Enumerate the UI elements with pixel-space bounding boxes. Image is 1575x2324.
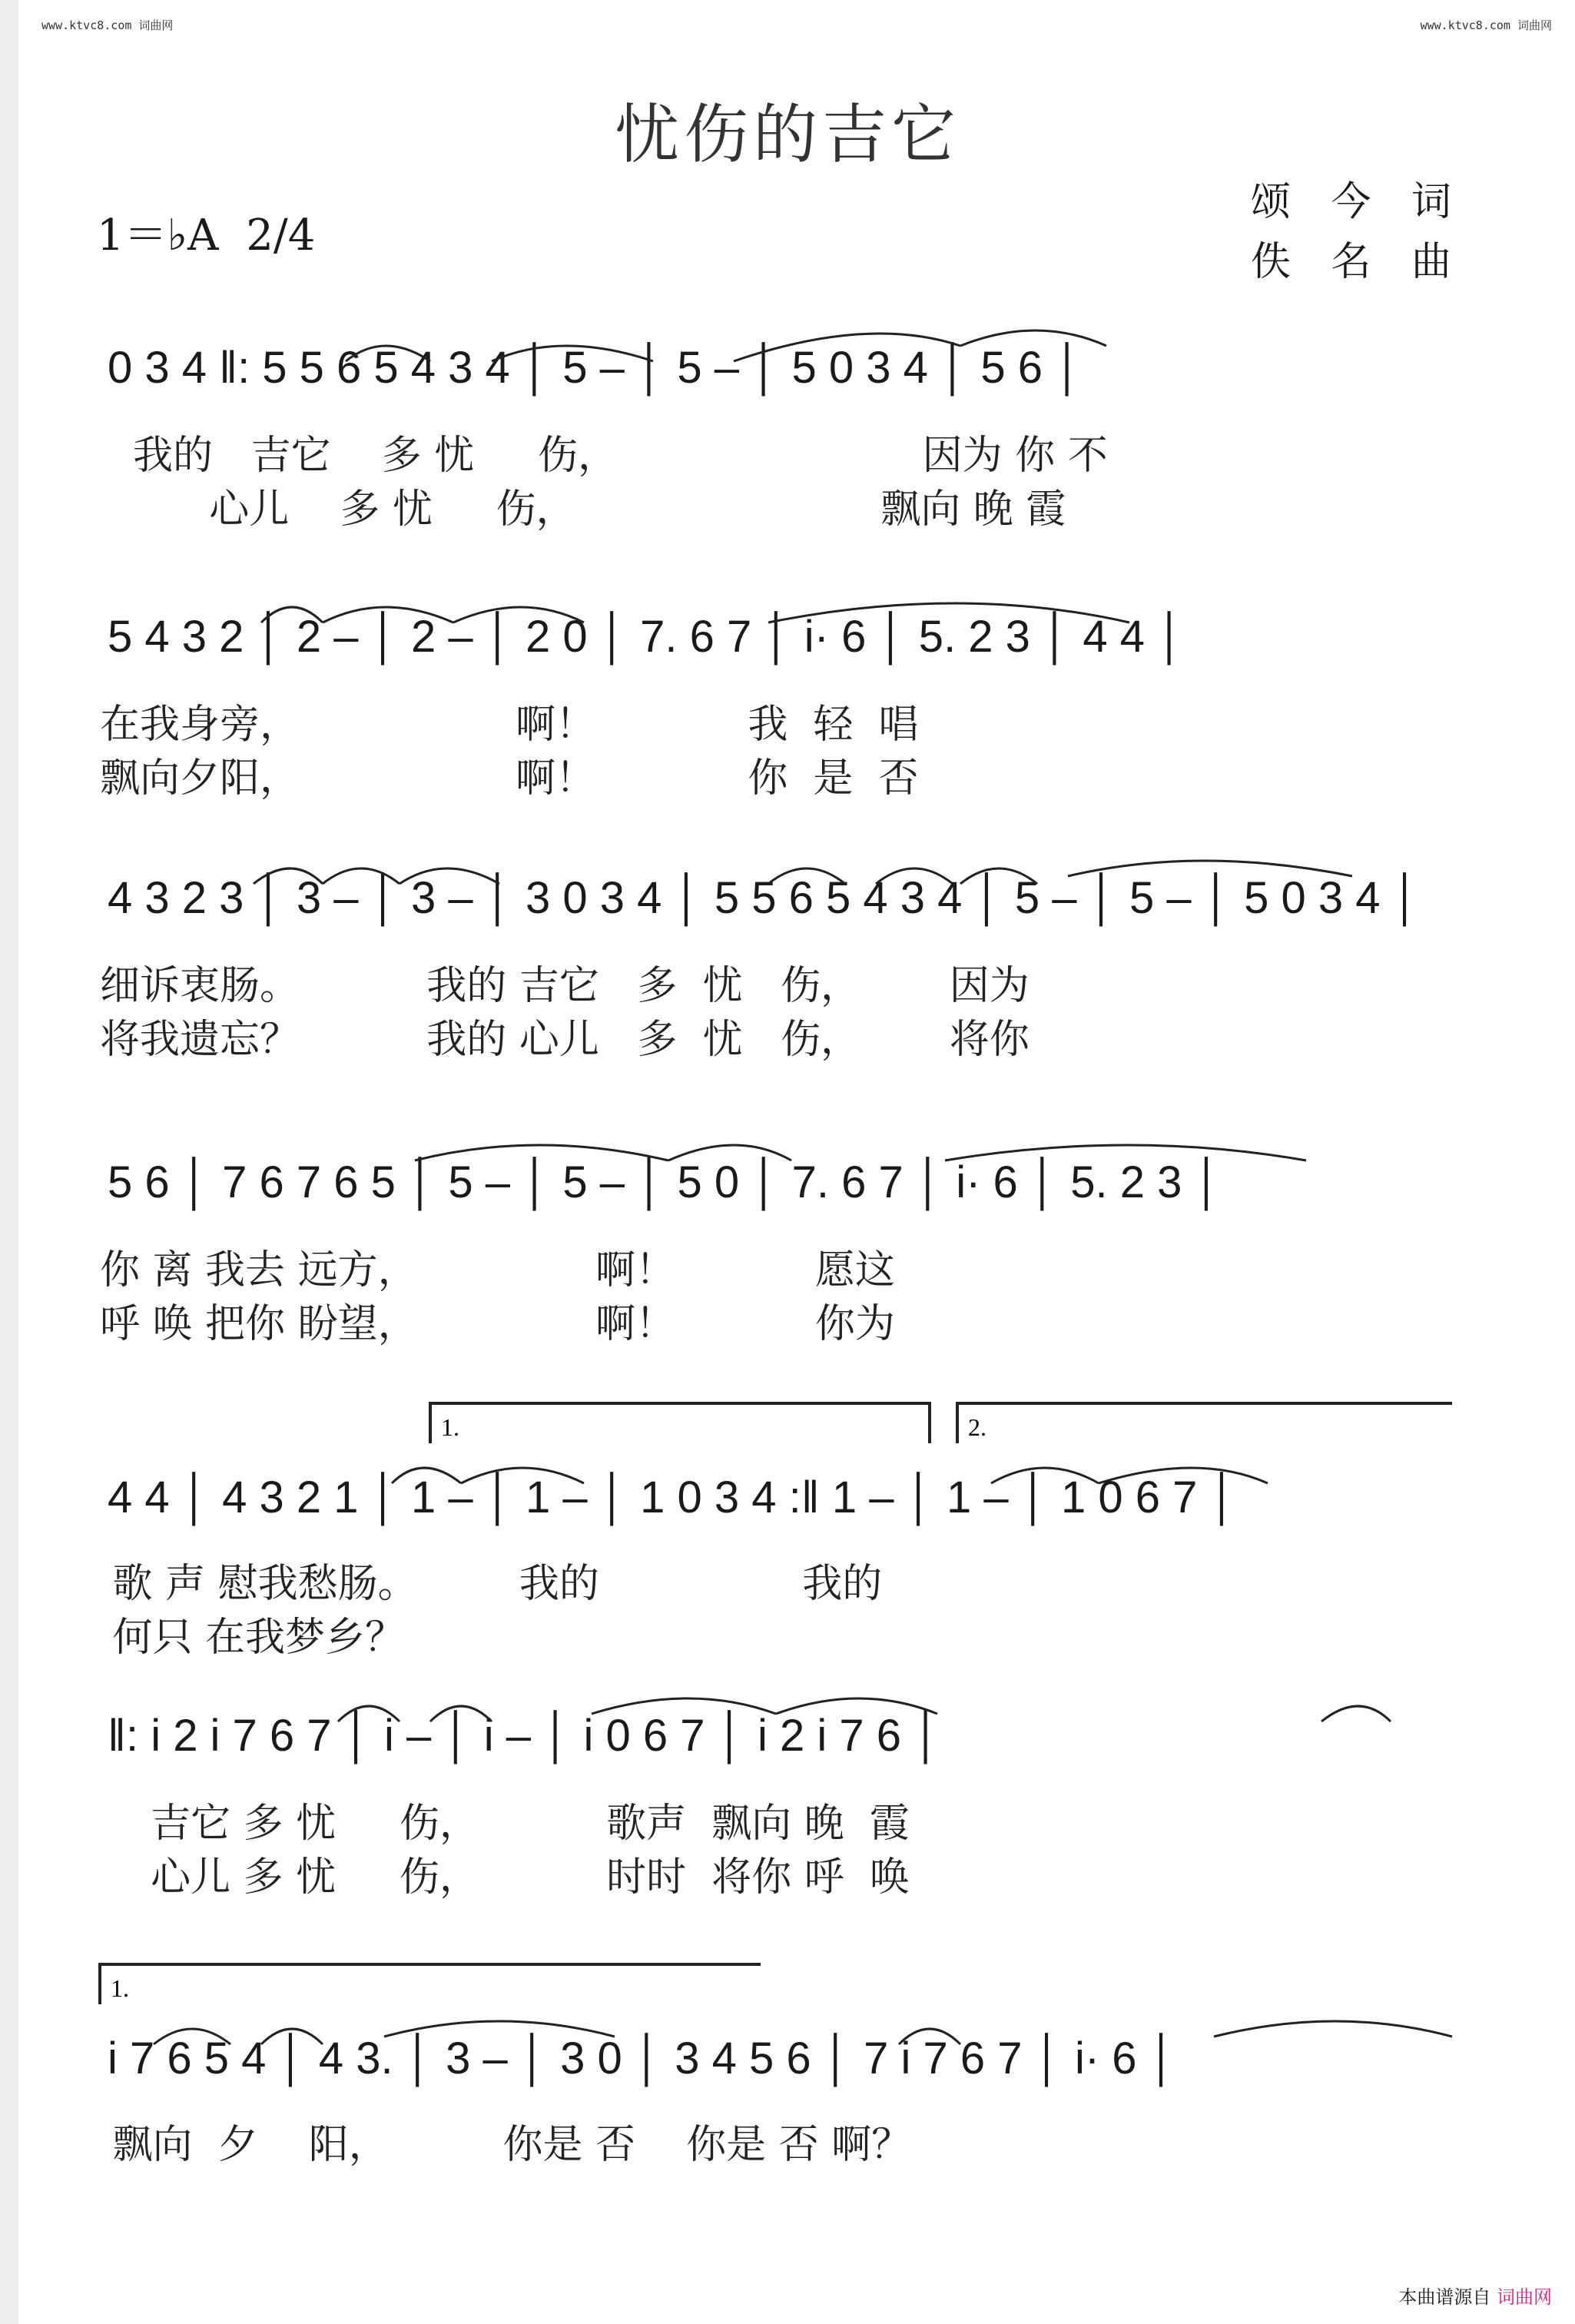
ending-1-label: 1. — [111, 1974, 129, 2002]
lyric-line-1: 飘向 夕 阳， 你是 否 你是 否 啊？ — [100, 2122, 912, 2168]
notation-line — [0, 2014, 1575, 2106]
lyric-line-2: 心儿 多 忧 伤， 飘向 晚 霞 — [108, 486, 1066, 533]
composer-credit: 佚 名 曲 — [1251, 239, 1466, 285]
header-site-right: www.ktvc8.com 词曲网 — [1420, 18, 1552, 32]
svg-text:5 6 │ 7 6 7 6 5 │ 5 – │ 5 – │: 5 6 │ 7 6 7 6 5 │ 5 – │ 5 – │ 5 0 │ 7. 6 7 │ i· 6 │ 5. 2 3 │ — [108, 1157, 1222, 1207]
volta-brackets — [0, 1399, 1575, 1445]
key-signature — [97, 201, 315, 263]
svg-text:5 4 3 2 │ 2 – │ 2 – │ 2 0 │ 7: 5 4 3 2 │ 2 – │ 2 – │ 2 0 │ 7. 6 7 │ i· 6 │ 5. 2 3 │ 4 4 │ — [108, 612, 1185, 662]
lyric-line-1: 在我身旁， 啊！ 我 轻 唱 — [100, 702, 919, 748]
lyric-line-2: 呼 唤 把你 盼望， 啊！ 你为 — [100, 1301, 895, 1347]
lyricist-credit: 颂 今 词 — [1251, 179, 1466, 225]
song-title: 忧伤的吉它 — [614, 97, 960, 172]
key-label: 1＝♭A — [97, 211, 219, 261]
svg-text:4 4 │ 4 3 2 1 │ 1 – │ 1 – │ 1: 4 4 │ 4 3 2 1 │ 1 – │ 1 – │ 1 0 3 4 :‖ 1 – │ 1 – │ 1 0 6 7 │ — [108, 1472, 1238, 1522]
lyric-line-2: 将我遗忘？ 我的 心儿 多 忧 伤， 将你 — [100, 1017, 1030, 1063]
svg-text:‖: i 2 i 7 6 7 │ i – │ i – │: ‖: i 2 i 7 6 7 │ i – │ i – │ i 0 6 7 │ i 2 i 7 6 │ — [108, 1711, 942, 1761]
time-signature: 2/4 — [246, 211, 316, 261]
header-site-left: www.ktvc8.com 词曲网 — [41, 18, 174, 32]
volta-bracket — [0, 1960, 1575, 2006]
notation-line — [0, 1137, 1575, 1230]
lyric-line-1: 细诉衷肠。 我的 吉它 多 忧 伤， 因为 — [100, 963, 1030, 1009]
svg-text:i 7 6 5 4 │ 4 3. │ 3 – │ 3 0 │: i 7 6 5 4 │ 4 3. │ 3 – │ 3 0 │ 3 4 5 6 │ 7 i 7 6 7 │ i· 6 │ — [108, 2034, 1177, 2083]
svg-text:0 3 4 ‖: 5 5 6 5 4 3 4 │ 5 –: 0 3 4 ‖: 5 5 6 5 4 3 4 │ 5 – │ 5 – │ 5 0 3 4 │ 5 6 │ — [108, 343, 1083, 393]
notation-line — [0, 1452, 1575, 1545]
notation-line — [0, 323, 1575, 415]
footer-site-link[interactable]: 词曲网 — [1497, 2286, 1552, 2308]
lyric-line-1: 你 离 我去 远方， 啊！ 愿这 — [100, 1247, 895, 1293]
lyric-line-1: 吉它 多 忧 伤， 歌声 飘向 晚 霞 — [100, 1801, 910, 1847]
ending-1-label: 1. — [441, 1413, 459, 1441]
lyric-line-1: 歌 声 慰我愁肠。 我的 我的 — [100, 1561, 883, 1607]
footer-source — [1398, 2282, 1552, 2309]
svg-text:4 3 2 3 │ 3 – │ 3 – │ 3 0 3 4: 4 3 2 3 │ 3 – │ 3 – │ 3 0 3 4 │ 5 5 6 5 4 3 4 │ 5 – │ 5 – │ 5 0 3 4 │ — [108, 873, 1421, 923]
notation-line — [0, 592, 1575, 684]
lyric-line-2: 飘向夕阳， 啊！ 你 是 否 — [100, 755, 919, 802]
lyric-line-1: 我的 吉它 多 忧 伤， 因为 你 不 — [108, 433, 1108, 479]
lyric-line-2: 心儿 多 忧 伤， 时时 将你 呼 唤 — [100, 1854, 910, 1901]
lyric-line-2: 何只 在我梦乡？ — [100, 1615, 406, 1661]
notation-line — [0, 853, 1575, 945]
ending-2-label: 2. — [968, 1413, 986, 1441]
footer-source-text: 本曲谱源自 — [1398, 2286, 1491, 2308]
notation-line — [0, 1691, 1575, 1783]
